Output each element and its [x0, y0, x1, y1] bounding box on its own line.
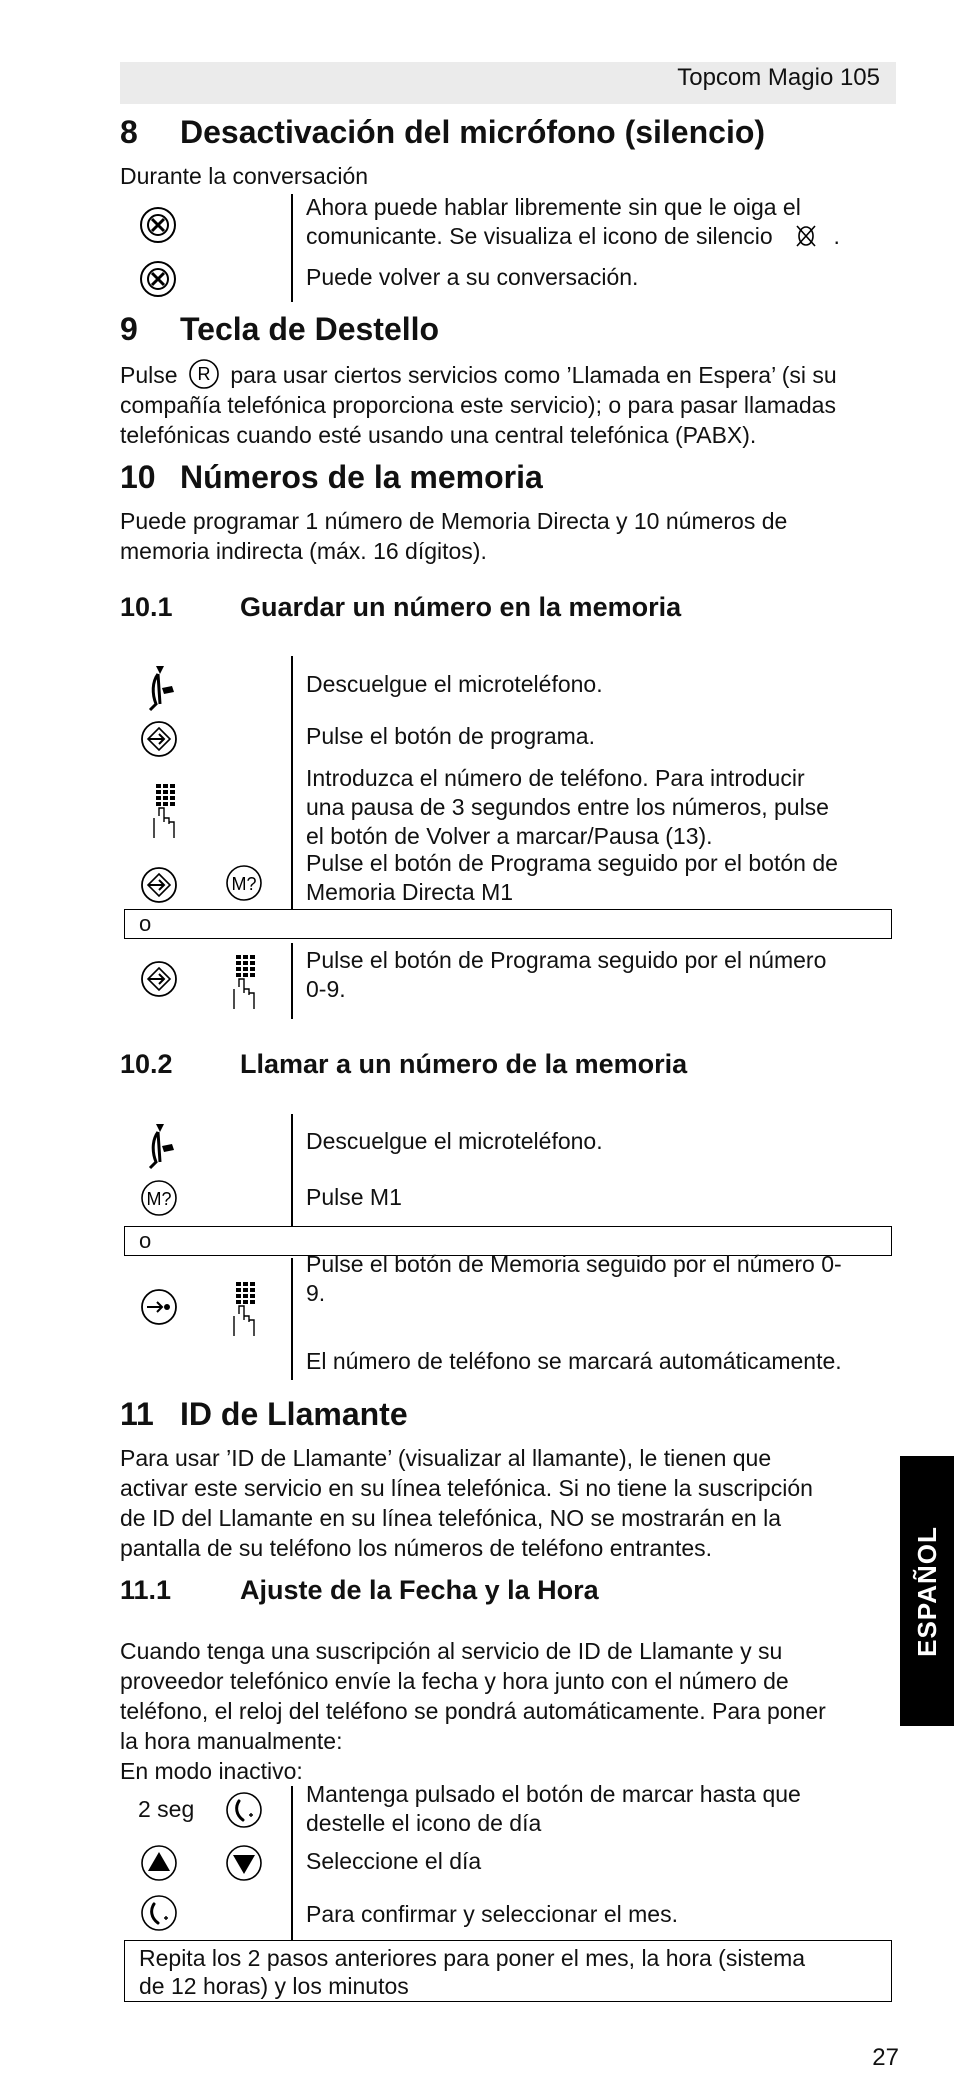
mute-indicator-icon	[793, 222, 819, 250]
text-line: telefónicas cuando esté usando una central telefónica (PABX).	[120, 422, 757, 448]
memory-m-icon	[225, 864, 263, 902]
text-line: Para usar ’ID de Llamante’ (visualizar al llamante), le tienen que	[120, 1445, 772, 1471]
handset-off-hook-icon	[140, 1122, 180, 1170]
section-11-text	[120, 1443, 900, 1563]
svg-text:M?: M?	[231, 874, 257, 894]
keypad-hand-icon	[150, 782, 182, 840]
text-line: Cuando tenga una suscripción al servicio de ID de Llamante y su	[120, 1638, 783, 1664]
section-9-heading	[120, 311, 439, 348]
text-line: destelle el icono de día	[306, 1810, 542, 1836]
section-title: Desactivación del micrófono (silencio)	[180, 114, 766, 150]
table-divider	[291, 194, 293, 302]
time-step-1	[306, 1780, 900, 1838]
hold-duration-label: 2 seg	[138, 1796, 195, 1822]
text-line: Pulse el botón de Programa seguido por el número	[306, 947, 827, 973]
language-label: ESPAÑOL	[911, 1525, 942, 1657]
text-line	[120, 358, 900, 390]
text-line: Pulse el botón de Memoria seguido por el número 0-	[306, 1251, 842, 1277]
repeat-note	[139, 1944, 805, 2000]
table-divider	[291, 943, 293, 1019]
page-number: 27	[872, 2044, 899, 2071]
section-11-1-heading	[120, 1575, 599, 1606]
section-title: Guardar un número en la memoria	[240, 592, 682, 622]
time-step-3: Para confirmar y seleccionar el mes.	[306, 1901, 678, 1927]
mute-step-2: Puede volver a su conversación.	[306, 264, 639, 290]
text-line: Puede programar 1 número de Memoria Directa y 10 números de	[120, 508, 788, 534]
text-line-part: para usar ciertos servicios como ’Llamada en Espera’ (si su	[230, 362, 837, 388]
recall-step-4: El número de teléfono se marcará automáticamente.	[306, 1348, 842, 1374]
section-8-intro: Durante la conversación	[120, 163, 369, 189]
section-number: 8	[120, 114, 138, 150]
text-line-part: comunicante. Se visualiza el icono de silencio	[306, 223, 773, 249]
text-line: Mantenga pulsado el botón de marcar hasta que	[306, 1781, 801, 1807]
text-line	[306, 222, 900, 251]
text-line-part: Pulse	[120, 362, 178, 388]
recall-step-1: Descuelgue el microteléfono.	[306, 1128, 603, 1154]
store-step-5	[306, 946, 900, 1004]
section-11-1-text	[120, 1636, 900, 1786]
text-line: proveedor telefónico envíe la fecha y hora junto con el número de	[120, 1668, 789, 1694]
text-line: pantalla de su teléfono los números de teléfono entrantes.	[120, 1535, 713, 1561]
keypad-hand-icon	[230, 1280, 262, 1338]
text-line: compañía telefónica proporciona este servicio); o para pasar llamadas	[120, 392, 836, 418]
table-divider	[291, 656, 293, 909]
program-button-icon	[140, 866, 178, 904]
section-title: Llamar a un número de la memoria	[240, 1049, 688, 1079]
section-title: Tecla de Destello	[180, 311, 440, 347]
section-9-text	[120, 358, 900, 450]
text-line: una pausa de 3 segundos entre los números, pulse	[306, 794, 829, 820]
store-step-1: Descuelgue el microteléfono.	[306, 671, 603, 697]
r-flash-icon	[188, 358, 220, 390]
text-line: Ahora puede hablar libremente sin que le oiga el	[306, 194, 801, 220]
or-label: o	[139, 911, 152, 936]
text-line: Memoria Directa M1	[306, 879, 514, 905]
table-divider	[291, 1786, 293, 1940]
text-line: activar este servicio en su línea telefónica. Si no tiene la suscripción	[120, 1475, 813, 1501]
dial-button-icon	[225, 1791, 263, 1829]
text-line: de 12 horas) y los minutos	[139, 1973, 409, 1999]
section-title: ID de Llamante	[180, 1396, 408, 1432]
section-10-1-heading	[120, 592, 681, 623]
section-title: Números de la memoria	[180, 459, 543, 495]
mute-button-icon	[139, 206, 177, 244]
recall-step-3	[306, 1250, 900, 1308]
program-button-icon	[140, 960, 178, 998]
section-number: 11.1	[120, 1575, 172, 1605]
text-line: memoria indirecta (máx. 16 dígitos).	[120, 538, 487, 564]
dial-button-icon	[140, 1894, 178, 1932]
up-arrow-icon	[140, 1844, 178, 1882]
or-box	[124, 909, 892, 939]
text-line: teléfono, el reloj del teléfono se pondrá automáticamente. Para poner	[120, 1698, 826, 1724]
mute-button-icon	[139, 260, 177, 298]
mute-step-1	[306, 193, 900, 251]
svg-text:R: R	[197, 364, 211, 384]
memory-m-icon	[140, 1179, 178, 1217]
text-line: 0-9.	[306, 976, 346, 1002]
or-label: o	[139, 1228, 152, 1253]
text-line-part: .	[833, 223, 840, 249]
text-line: la hora manualmente:	[120, 1728, 343, 1754]
store-step-4	[306, 849, 900, 907]
text-line: Repita los 2 pasos anteriores para poner el mes, la hora (sistema	[139, 1945, 806, 1971]
store-step-3	[306, 764, 900, 851]
section-number: 11	[120, 1396, 154, 1432]
language-tab-label	[900, 1456, 954, 1726]
svg-text:M?: M?	[146, 1189, 172, 1209]
section-10-heading	[120, 459, 543, 496]
store-step-2: Pulse el botón de programa.	[306, 723, 595, 749]
program-button-icon	[140, 720, 178, 758]
header-title: Topcom Magio 105	[677, 64, 880, 91]
section-number: 10.2	[120, 1049, 173, 1079]
repeat-note-box	[124, 1940, 892, 2002]
section-10-2-heading	[120, 1049, 687, 1080]
section-title: Ajuste de la Fecha y la Hora	[240, 1575, 599, 1605]
section-10-text	[120, 506, 900, 566]
text-line: el botón de Volver a marcar/Pausa (13).	[306, 823, 713, 849]
text-line: Introduzca el número de teléfono. Para introducir	[306, 765, 805, 791]
handset-off-hook-icon	[140, 664, 180, 712]
section-11-heading	[120, 1396, 408, 1433]
section-8-heading	[120, 114, 765, 151]
down-arrow-icon	[225, 1844, 263, 1882]
table-divider	[291, 1258, 293, 1380]
text-line: 9.	[306, 1280, 326, 1306]
section-number: 10	[120, 459, 156, 495]
text-line: de ID del Llamante en su línea telefónica, NO se mostrarán en la	[120, 1505, 781, 1531]
keypad-hand-icon	[230, 953, 262, 1011]
recall-step-2: Pulse M1	[306, 1184, 402, 1210]
text-line: En modo inactivo:	[120, 1758, 303, 1784]
time-step-2: Seleccione el día	[306, 1848, 482, 1874]
text-line: Pulse el botón de Programa seguido por el botón de	[306, 850, 838, 876]
table-divider	[291, 1114, 293, 1226]
memory-recall-icon	[140, 1288, 178, 1326]
section-number: 9	[120, 311, 138, 347]
section-number: 10.1	[120, 592, 173, 622]
